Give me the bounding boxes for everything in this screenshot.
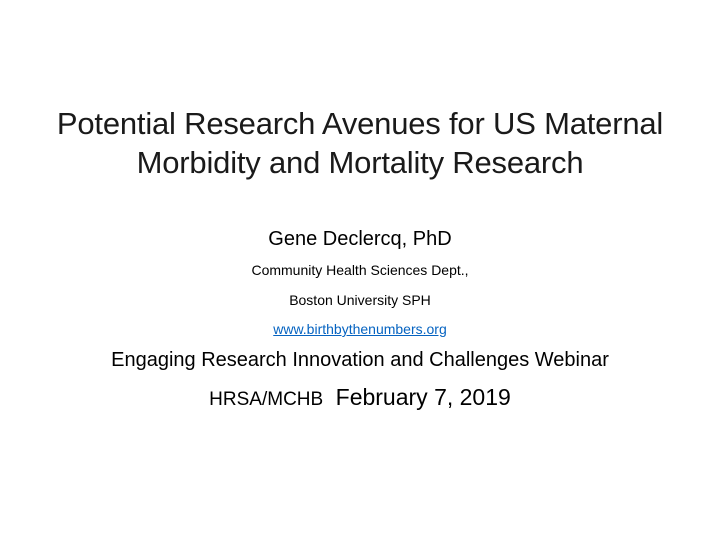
webinar-title: Engaging Research Innovation and Challenges Webinar <box>111 349 609 371</box>
org-date-line <box>0 384 720 411</box>
title-line-1: Potential Research Avenues for US Maternal <box>56 106 664 141</box>
organization: HRSA/MCHB <box>209 389 324 410</box>
department: Community Health Sciences Dept., <box>251 262 469 278</box>
title-line-2: Morbidity and Mortality Research <box>136 145 584 180</box>
website-line <box>0 321 720 337</box>
presentation-date: February 7, 2019 <box>335 384 511 410</box>
author-name: Gene Declercq, PhD <box>268 228 452 250</box>
website-link[interactable]: www.birthbythenumbers.org <box>273 321 447 337</box>
slide-title <box>30 104 690 182</box>
school-name: Boston University SPH <box>289 292 431 308</box>
